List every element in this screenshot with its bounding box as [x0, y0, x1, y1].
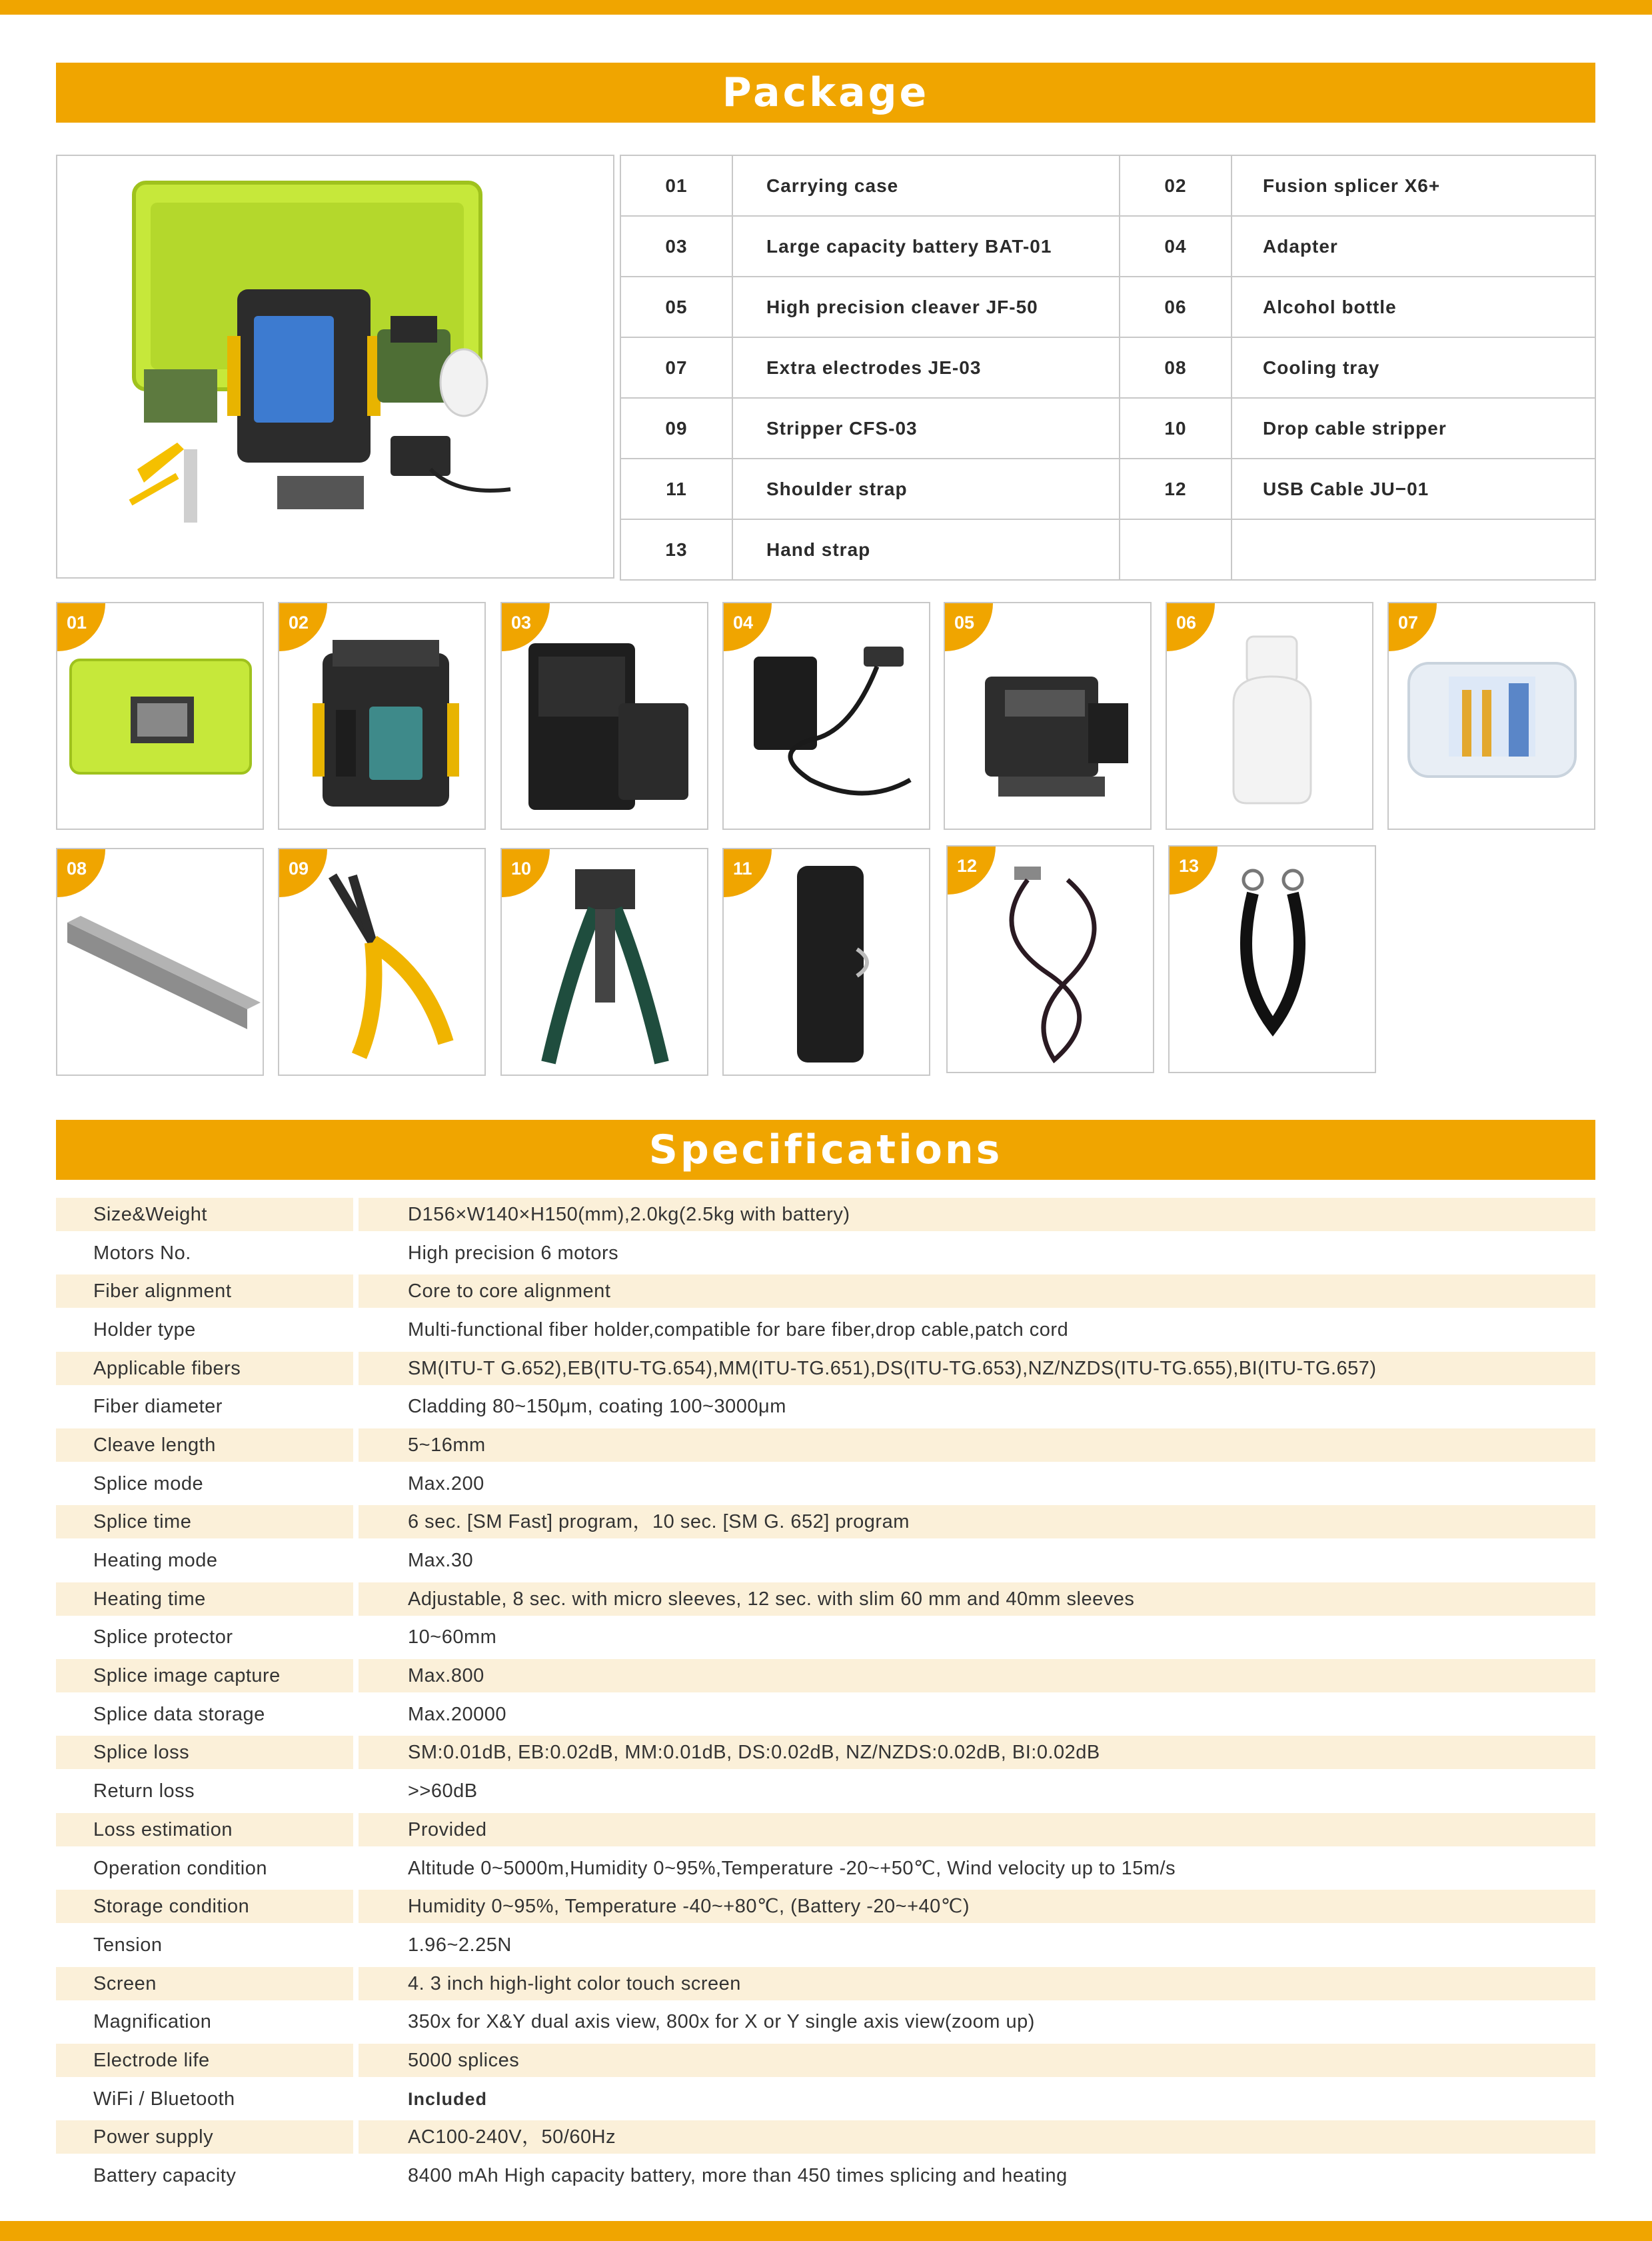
- spec-label: WiFi / Bluetooth: [93, 2088, 235, 2110]
- spec-row: [56, 2002, 1595, 2041]
- spec-value: 1.96~2.25N: [408, 1934, 512, 1956]
- spec-row: [56, 1464, 1595, 1503]
- table-row: [620, 337, 1595, 398]
- thumbnail-stripper: [278, 848, 486, 1076]
- spec-label: Loss estimation: [56, 1813, 353, 1846]
- spec-label: Splice image capture: [56, 1659, 353, 1692]
- spec-value: Humidity 0~95%, Temperature -40~+80℃, (Battery -20~+40℃): [359, 1890, 1595, 1923]
- item-number: 04: [1120, 216, 1232, 277]
- item-badge: 11: [724, 849, 772, 897]
- spec-row: [56, 2080, 1595, 2118]
- spec-label: Tension: [93, 1934, 163, 1956]
- table-row: [620, 519, 1595, 580]
- spec-label: Splice mode: [93, 1472, 204, 1494]
- spec-row: [56, 1926, 1595, 1964]
- item-name: Large capacity battery BAT-01: [732, 216, 1120, 277]
- spec-row: [56, 1272, 1595, 1310]
- spec-row: [56, 1503, 1595, 1542]
- item-badge: 03: [502, 603, 550, 651]
- item-badge: 04: [724, 603, 772, 651]
- item-name: Stripper CFS-03: [732, 398, 1120, 459]
- table-row: [620, 459, 1595, 519]
- spec-value: 10~60mm: [408, 1626, 497, 1648]
- item-number: 10: [1120, 398, 1232, 459]
- item-number: 08: [1120, 337, 1232, 398]
- spec-label: Fiber diameter: [93, 1396, 223, 1418]
- thumbnail-hand-strap: [1168, 845, 1376, 1073]
- thumbnail-cooling-tray: [56, 848, 264, 1076]
- table-row: [620, 216, 1595, 277]
- spec-row: [56, 1964, 1595, 2003]
- item-number: 03: [620, 216, 732, 277]
- spec-row: [56, 1234, 1595, 1272]
- item-number: 11: [620, 459, 732, 519]
- spec-value: Adjustable, 8 sec. with micro sleeves, 12 sec. with slim 60 mm and 40mm sleeves: [359, 1582, 1595, 1616]
- spec-row: [56, 2118, 1595, 2157]
- spec-label: Size&Weight: [56, 1198, 353, 1231]
- item-number: 05: [620, 277, 732, 337]
- spec-row: [56, 1387, 1595, 1426]
- spec-row: [56, 1810, 1595, 1849]
- specifications-heading: Specifications: [56, 1120, 1595, 1180]
- spec-row: [56, 1580, 1595, 1618]
- item-name: Cooling tray: [1232, 337, 1595, 398]
- spec-value: Core to core alignment: [359, 1274, 1595, 1308]
- spec-label: Splice data storage: [93, 1703, 265, 1725]
- item-number: 12: [1120, 459, 1232, 519]
- specifications-table: [56, 1195, 1595, 2195]
- spec-value: Provided: [359, 1813, 1595, 1846]
- spec-value: Cladding 80~150μm, coating 100~3000μm: [408, 1396, 786, 1418]
- thumbnail-electrodes: [1387, 602, 1595, 830]
- thumbnail-adapter: [722, 602, 930, 830]
- item-badge: 02: [279, 603, 327, 651]
- spec-label: Motors No.: [93, 1242, 191, 1264]
- item-name: Drop cable stripper: [1232, 398, 1595, 459]
- item-badge: 10: [502, 849, 550, 897]
- spec-label: Splice time: [56, 1505, 353, 1538]
- thumbnail-carrying-case: [56, 602, 264, 830]
- spec-value: 8400 mAh High capacity battery, more than 450 times splicing and heating: [408, 2165, 1068, 2187]
- item-name: USB Cable JU−01: [1232, 459, 1595, 519]
- spec-label: Splice loss: [56, 1736, 353, 1769]
- spec-value: High precision 6 motors: [408, 1242, 619, 1264]
- thumbnail-usb-cable: [946, 845, 1154, 1073]
- spec-value: Multi-functional fiber holder,compatible for bare fiber,drop cable,patch cord: [408, 1318, 1069, 1340]
- spec-row: [56, 1695, 1595, 1734]
- spec-label: Storage condition: [56, 1890, 353, 1923]
- spec-value: SM:0.01dB, EB:0.02dB, MM:0.01dB, DS:0.02dB, NZ/NZDS:0.02dB, BI:0.02dB: [359, 1736, 1595, 1769]
- spec-label: Operation condition: [93, 1857, 267, 1879]
- item-number: 13: [620, 519, 732, 580]
- spec-label: Screen: [56, 1967, 353, 2000]
- spec-value: D156×W140×H150(mm),2.0kg(2.5kg with battery): [359, 1198, 1595, 1231]
- package-overview-icon: [57, 156, 613, 577]
- spec-value: Max.20000: [408, 1703, 506, 1725]
- package-overview-photo: [56, 155, 614, 579]
- spec-value: 5~16mm: [359, 1428, 1595, 1462]
- spec-label: Power supply: [56, 2120, 353, 2154]
- spec-value: 4. 3 inch high-light color touch screen: [359, 1967, 1595, 2000]
- spec-label: Splice protector: [93, 1626, 233, 1648]
- package-heading: Package: [56, 63, 1595, 123]
- empty-cell: [1232, 519, 1595, 580]
- package-contents-table: [620, 155, 1596, 581]
- spec-value: AC100-240V，50/60Hz: [359, 2120, 1595, 2154]
- thumbnail-shoulder-strap: [722, 848, 930, 1076]
- item-badge: 12: [948, 847, 996, 895]
- spec-row: [56, 1734, 1595, 1772]
- spec-row: [56, 1618, 1595, 1657]
- item-badge: 05: [945, 603, 993, 651]
- item-name: Alcohol bottle: [1232, 277, 1595, 337]
- item-number: 01: [620, 155, 732, 216]
- item-badge: 06: [1167, 603, 1215, 651]
- spec-label: Heating time: [56, 1582, 353, 1616]
- thumbnail-cleaver: [944, 602, 1152, 830]
- spec-value: Max.800: [359, 1659, 1595, 1692]
- item-name: Adapter: [1232, 216, 1595, 277]
- empty-cell: [1120, 519, 1232, 580]
- item-badge: 13: [1170, 847, 1218, 895]
- item-name: Fusion splicer X6+: [1232, 155, 1595, 216]
- spec-row: [56, 1772, 1595, 1810]
- spec-label: Magnification: [93, 2011, 212, 2033]
- spec-label: Electrode life: [56, 2044, 353, 2077]
- spec-row: [56, 1426, 1595, 1464]
- spec-value: SM(ITU-T G.652),EB(ITU-TG.654),MM(ITU-TG.651),DS(ITU-TG.653),NZ/NZDS(ITU-TG.655),BI(ITU-TG.657): [359, 1352, 1595, 1385]
- thumbnail-alcohol-bottle: [1166, 602, 1373, 830]
- item-badge: 08: [57, 849, 105, 897]
- spec-row: [56, 2156, 1595, 2195]
- spec-label: Holder type: [93, 1318, 196, 1340]
- thumbnail-battery: [500, 602, 708, 830]
- item-name: Carrying case: [732, 155, 1120, 216]
- spec-row: [56, 1195, 1595, 1234]
- spec-value: Altitude 0~5000m,Humidity 0~95%,Temperature -20~+50℃, Wind velocity up to 15m/s: [408, 1857, 1176, 1879]
- thumbnail-drop-cable-stripper: [500, 848, 708, 1076]
- top-accent-bar: [0, 0, 1652, 15]
- spec-value: >>60dB: [408, 1780, 478, 1802]
- bottom-accent-bar: [0, 2221, 1652, 2241]
- spec-value: 5000 splices: [359, 2044, 1595, 2077]
- spec-label: Heating mode: [93, 1550, 218, 1572]
- spec-row: [56, 1310, 1595, 1349]
- spec-value: 6 sec. [SM Fast] program，10 sec. [SM G. 652] program: [359, 1505, 1595, 1538]
- item-badge: 07: [1389, 603, 1437, 651]
- spec-value: 350x for X&Y dual axis view, 800x for X or Y single axis view(zoom up): [408, 2011, 1035, 2033]
- item-name: Extra electrodes JE-03: [732, 337, 1120, 398]
- spec-value: Max.30: [408, 1550, 474, 1572]
- spec-row: [56, 2041, 1595, 2080]
- spec-row: [56, 1541, 1595, 1580]
- spec-label: Return loss: [93, 1780, 195, 1802]
- table-row: [620, 398, 1595, 459]
- spec-row: [56, 1887, 1595, 1926]
- item-number: 02: [1120, 155, 1232, 216]
- spec-row: [56, 1656, 1595, 1695]
- spec-label: Applicable fibers: [56, 1352, 353, 1385]
- spec-label: Cleave length: [56, 1428, 353, 1462]
- item-number: 07: [620, 337, 732, 398]
- item-name: High precision cleaver JF-50: [732, 277, 1120, 337]
- spec-row: [56, 1849, 1595, 1888]
- item-name: Shoulder strap: [732, 459, 1120, 519]
- item-name: Hand strap: [732, 519, 1120, 580]
- spec-value: Max.200: [408, 1472, 484, 1494]
- item-number: 06: [1120, 277, 1232, 337]
- spec-value: Included: [408, 2088, 488, 2109]
- item-badge: 01: [57, 603, 105, 651]
- spec-row: [56, 1349, 1595, 1388]
- spec-label: Battery capacity: [93, 2165, 237, 2187]
- table-row: [620, 155, 1595, 216]
- spec-label: Fiber alignment: [56, 1274, 353, 1308]
- thumbnail-fusion-splicer: [278, 602, 486, 830]
- item-number: 09: [620, 398, 732, 459]
- table-row: [620, 277, 1595, 337]
- item-badge: 09: [279, 849, 327, 897]
